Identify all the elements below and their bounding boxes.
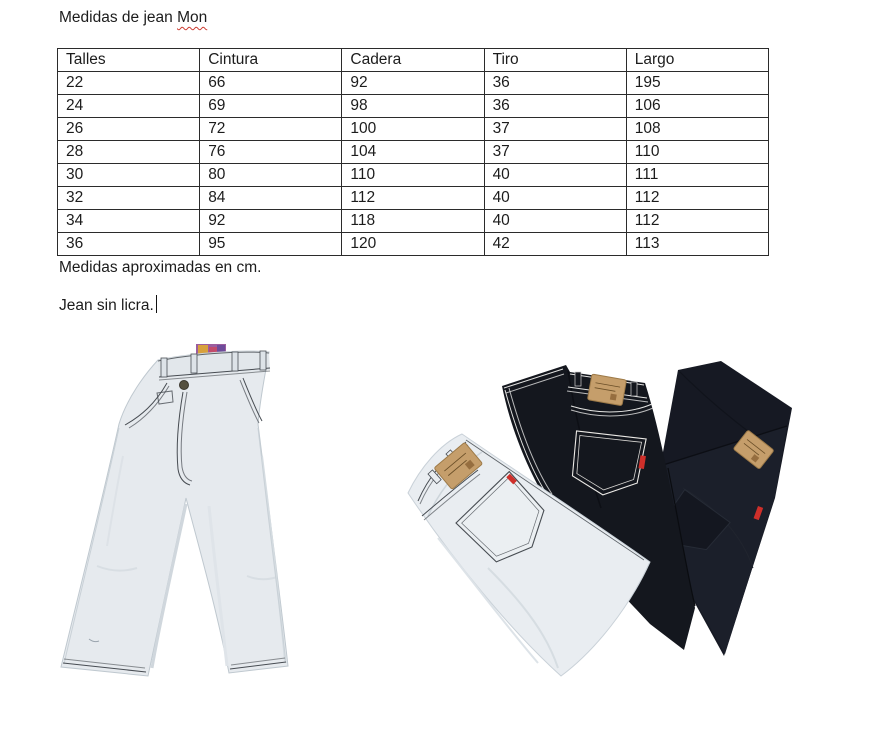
table-cell[interactable]: 32 bbox=[58, 187, 200, 210]
table-cell[interactable]: 22 bbox=[58, 72, 200, 95]
belt-loop bbox=[260, 351, 266, 370]
table-body bbox=[58, 72, 769, 256]
table-header-cell[interactable]: Cadera bbox=[342, 49, 484, 72]
table-cell[interactable]: 106 bbox=[626, 95, 768, 118]
document-title[interactable] bbox=[59, 8, 207, 28]
belt-loop bbox=[631, 382, 637, 396]
jeans-front-body bbox=[61, 351, 288, 676]
table-row bbox=[58, 187, 769, 210]
table-cell[interactable]: 98 bbox=[342, 95, 484, 118]
belt-loop bbox=[191, 354, 197, 373]
table-cell[interactable]: 100 bbox=[342, 118, 484, 141]
table-cell[interactable]: 84 bbox=[200, 187, 342, 210]
title-misspelled-word: Mon bbox=[177, 9, 208, 26]
table-cell[interactable]: 40 bbox=[484, 210, 626, 233]
table-cell[interactable]: 95 bbox=[200, 233, 342, 256]
table-row bbox=[58, 118, 769, 141]
table-cell[interactable]: 108 bbox=[626, 118, 768, 141]
table-cell[interactable]: 40 bbox=[484, 164, 626, 187]
table-cell[interactable]: 92 bbox=[342, 72, 484, 95]
table-cell[interactable]: 92 bbox=[200, 210, 342, 233]
table-cell[interactable]: 195 bbox=[626, 72, 768, 95]
table-row bbox=[58, 233, 769, 256]
note-fabric-text: Jean sin licra. bbox=[59, 297, 154, 314]
table-cell[interactable]: 37 bbox=[484, 118, 626, 141]
table-header-cell[interactable]: Largo bbox=[626, 49, 768, 72]
table-row bbox=[58, 141, 769, 164]
jeans-button bbox=[180, 381, 189, 390]
table-cell[interactable]: 69 bbox=[200, 95, 342, 118]
table-row bbox=[58, 95, 769, 118]
table-header-cell[interactable]: Talles bbox=[58, 49, 200, 72]
table-header-cell[interactable]: Tiro bbox=[484, 49, 626, 72]
table-cell[interactable]: 36 bbox=[58, 233, 200, 256]
table-cell[interactable]: 28 bbox=[58, 141, 200, 164]
image-jeans-front-photo[interactable] bbox=[57, 336, 357, 680]
table-cell[interactable]: 112 bbox=[342, 187, 484, 210]
table-cell[interactable]: 110 bbox=[342, 164, 484, 187]
table-cell[interactable]: 42 bbox=[484, 233, 626, 256]
belt-loop bbox=[575, 372, 581, 386]
table-header-cell[interactable]: Cintura bbox=[200, 49, 342, 72]
belt-loop bbox=[161, 358, 167, 377]
table-row bbox=[58, 164, 769, 187]
table-header-row bbox=[58, 49, 769, 72]
leather-patch bbox=[587, 374, 626, 406]
table-cell[interactable]: 113 bbox=[626, 233, 768, 256]
title-text: Medidas de jean bbox=[59, 9, 178, 26]
table-cell[interactable]: 30 bbox=[58, 164, 200, 187]
table-cell[interactable]: 24 bbox=[58, 95, 200, 118]
size-table bbox=[57, 48, 769, 256]
table-row bbox=[58, 72, 769, 95]
table-cell[interactable]: 110 bbox=[626, 141, 768, 164]
table-cell[interactable]: 118 bbox=[342, 210, 484, 233]
note-measurements[interactable]: Medidas aproximadas en cm. bbox=[59, 259, 262, 276]
table-cell[interactable]: 120 bbox=[342, 233, 484, 256]
text-cursor bbox=[156, 295, 158, 313]
image-jeans-folded-photo[interactable] bbox=[398, 338, 798, 680]
table-cell[interactable]: 36 bbox=[484, 95, 626, 118]
table-cell[interactable]: 34 bbox=[58, 210, 200, 233]
table-row bbox=[58, 210, 769, 233]
table-cell[interactable]: 40 bbox=[484, 187, 626, 210]
table-cell[interactable]: 36 bbox=[484, 72, 626, 95]
table-cell[interactable]: 104 bbox=[342, 141, 484, 164]
table-cell[interactable]: 37 bbox=[484, 141, 626, 164]
table-cell[interactable]: 111 bbox=[626, 164, 768, 187]
table-cell[interactable]: 76 bbox=[200, 141, 342, 164]
table-cell[interactable]: 72 bbox=[200, 118, 342, 141]
note-fabric[interactable] bbox=[59, 295, 157, 316]
table-cell[interactable]: 66 bbox=[200, 72, 342, 95]
belt-loop bbox=[232, 352, 238, 371]
table-cell[interactable]: 112 bbox=[626, 210, 768, 233]
table-cell[interactable]: 80 bbox=[200, 164, 342, 187]
table-cell[interactable]: 26 bbox=[58, 118, 200, 141]
table-cell[interactable]: 112 bbox=[626, 187, 768, 210]
